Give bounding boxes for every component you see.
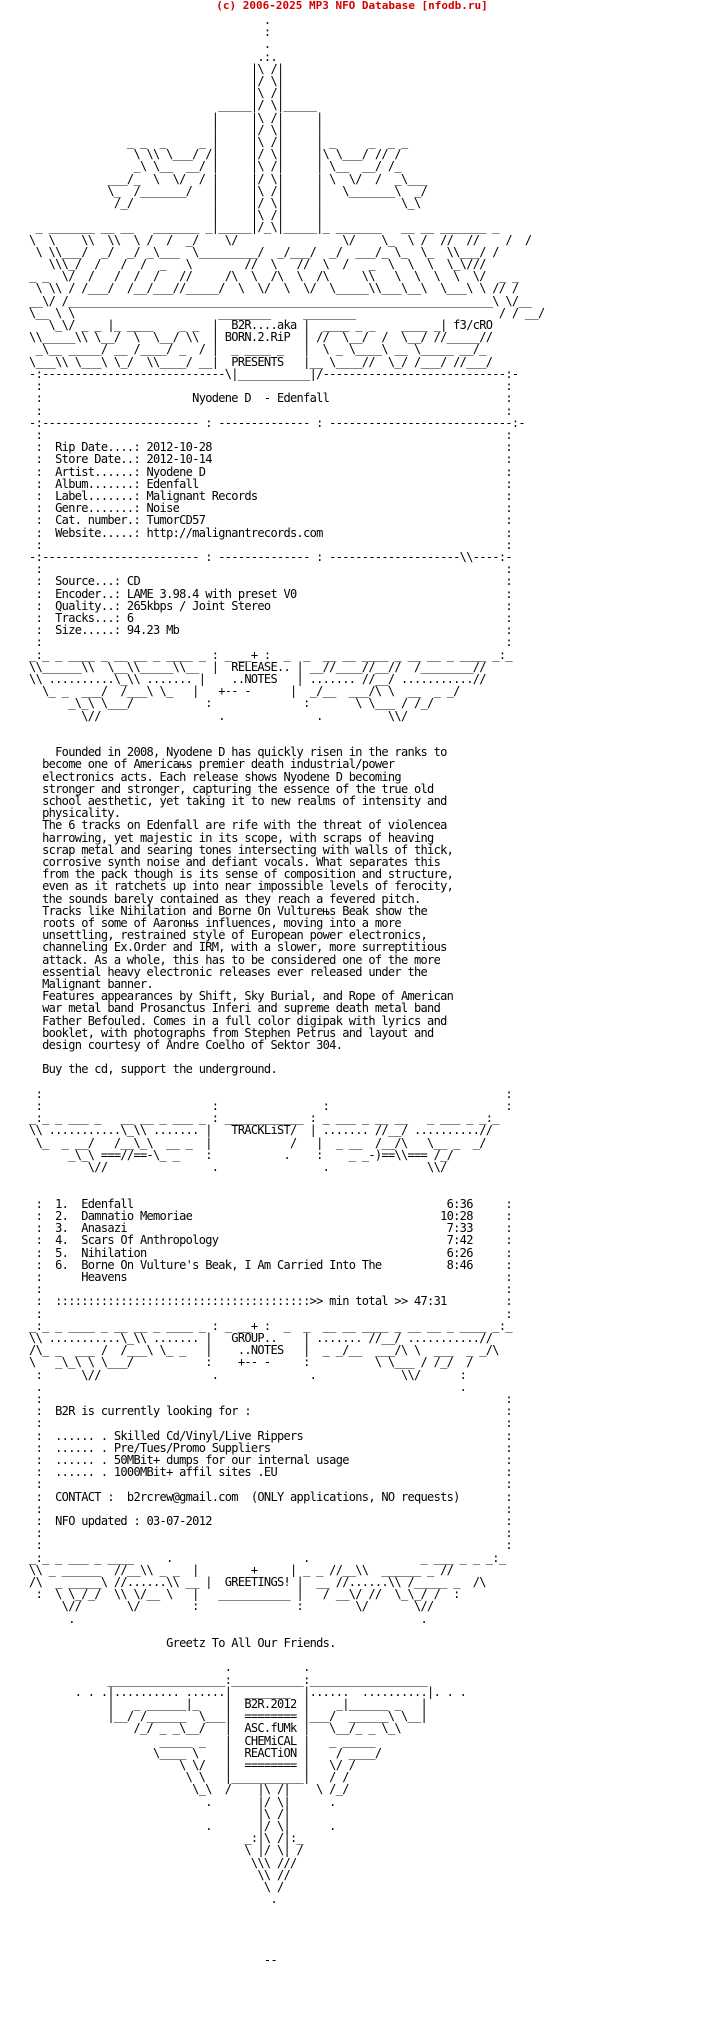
- nfo-ascii-text: . : . .:. |\ /| |/ \| |\ /| _____|/ \|_____ | |\ /| | | |/ \| | _ _ _ _ | |\ /| | _ _ _ _ \ \\ \___/ /| |/ \| |\ \___/ // / _\ \__ __/ | |\ /| | \__ __/ /_ ___/_ \ \/ / | |/ \| | \ \/ / _\___ \_ /_______/ | |\ /| | \_______\ _/ /_/ | |/ \| | \_\ | |\ /| | _ _______ __ __ _______ _|_____|/_\|_____|_ _______ __ __ _______ _ \ \ \\ \\ \ / / _/ \/ \/ \_ \ / // // / / \ \\___/ _/ _/ _\___ \_________/ _/___/ _/ ___/_ \_ \_ \\___/ / \\\_/ / / / _ \ // \ // \ / _ \ \ \ \_\/// _ _ \/ / / / / // /\ \ /\ \ /\ \\ \ \ \ \ \/ _ _ \ \\ / /___/ /__/___//_____/ \ \/ \ \/ \_____\\___\__\ \___\ \ // / __\/ /_________________________________________________________________\ \/__ \__ \ \ ________ ________ / / __/ \_\/ _ _ |_ ____ _ _ | B2R....aka | ____ _ _ ____ _| f3/cRO \\_____\\ \__/ \ \__/ \\ | BORN.2.RiP | // \__/ / \__/ //_____// _\__ _____/ __ /____/ _ / | _ ____ _ | \ _ \____\ __ \_____ __/_ \___\\ \___\ \_/ \\____/ __| PRESENTS |__ \____// \_/ /___/ //___/ -:----------------------------\|___________|/----------------------------:- : : : Nyodene D - Edenfall : : : -:------------------------ : -------------- : ----------------------------:- : : : Rip Date....: 2012-10-28 : : Store Date..: 2012-10-14 : : Artist......: Nyodene D : : Album.......: Edenfall : : Label.......: Malignant Records : : Genre.......: Noise : : Cat. number.: TumorCD57 : : Website.....: http://malignantrecords.com : : : -:------------------------ : -------------- : --------------------\\----:- : : : Source...: CD : : Encoder..: LAME 3.98.4 with preset V0 : : Quality..: 265kbps / Joint Stereo : : Tracks...: 6 : : Size.....: 94.23 Mb : : : _:_ _ ____ _ __ __ _ ____ _ : _ __+ : _ _ __ __ ____ _ __ __ _ ____ _:_ \\______\\ \__\\_____\\__ | RELEASE.. | __//____//__// /________// \\ ..........\_\\ ....... | ..NOTES | ....... //__/ ...........// \_ _ ___/ /___\ \_ | +-- - | _/__ ___/\ \ __ _ _/ _\_\ \___/ : : \ \___ / /_/ \// . . \\/ Founded in 2008, Nyodene D has quickly risen in the ranks to become one of Americaњs premier death industrial/power electronics acts. Each release shows Nyodene D becoming stronger and stronger, capturing the essence of the true old school aesthetic, yet taking it to new realms of intensity and physicality. The 6 tracks on Edenfall are rife with the threat of violenceа harrowing, yet majestic in its scope, with scraps of heaving scrap metal and searing tones intersecting with walls of thick, corrosive synth noise and defiant vocals. What separates this from the pack though is its sense of composition and structure, even as it ratchets up into near impossible levels of ferocity, the sounds barely contained as they reach a fevered pitch. Tracks like Nihilation and Borne On Vultureњs Beak show the roots of some of Aaronњs influences, moving into a more unsettling, restrained style of European power electronics, channeling Ex.Order and IRM, with a slower, more surreptitious attack. As a whole, this has to be considered one of the more essential heavy electronic releases ever released under the Malignant banner. Features appearances by Shift, Sky Burial, and Rope of American war metal band Prosanctus Inferi and supreme death metal band Father Befouled. Comes in a full color digipak with lyrics and booklet, with photographs from Stephen Petrus and layout and design courtesy of Andre Coelho of Sektor 304. Buy the cd, support the underground. : : : : : : _:_ _ ___ _ __ __ _ ___ _ : ____________ : _ ___ _ __ __ _ ___ _ _:_ \\ ...........\_\\ ....... | TRACKLiST/ | ....... //__/ ..........// \_ _ __/ /__\_\ __ _ | / | _ __ /__/\ \__ _ _/ _\_\ ===//==-\_ _ : . : _ _-)==\\=== /_/ \// . . \\/ : 1. Edenfall 6:36 : : 2. Damnatio Memoriae 10:28 : : 3. Anasazi 7:33 : : 4. Scars Of Anthropology 7:42 : : 5. Nihilation 6:26 : : 6. Borne On Vulture's Beak, I Am Carried Into The 8:46 : : Heavens : : : : :::::::::::::::::::::::::::::::::::::::>> min total >> 47:31 : : : _:_ _ ____ _ __ __ _ ____ _ : _ __+ : _ _ __ __ ____ _ __ __ _ ____ _:_ \\ ...........\_\\ ....... | GROUP.. | ....... //__/ ...........// /\_ _ ___ / /___\ \_ _ | ..NOTES | _ _/__ ___/\ \ ___ _ _/\ \ _\_\ \ \___/ : +-- - : \ \___ / /_/ / : \// . . \\/ : . . : : : B2R is currently looking for : : : : : ...... . Skilled Cd/Vinyl/Live Rippers : : ...... . Pre/Tues/Promo Suppliers : : ...... . 50MBit+ dumps for our internal usage : : ...... . 1000MBit+ affil sites .EU : : : : CONTACT : b2rcrew@gmail.com (ONLY applications, NO requests) : : : : NFO updated : 03-07-2012 : : : : : _:_ _ ___ _ ____ . . _ ___ _ _ _:_ \\ _ ______ //__\\ _ _ | + | _ _ //__\\ ______ _ // /\ _ _____\ //......\\ __ | GREETINGS! | __ //......\\ /_____ _ /\ : \ \_/_/ \\ \/__ \ | ___________ | / __\/ // \_\_/ / : \// \/ : : \/ \// . . Greetz To All Our Friends. . . __________________:___________:__________________ . . .|.......... ......| _______ |...... ..........|. . . | _ ______|_ | B2R.2012 | _|______ _ | |__/ /______ \___| ======== |___/ ______\ \__| /_/ _ _\__/ | ASC.fUMk | \__/_ _ \_\ _____ _ | CHEMiCAL | _ _____ \____ \ | REACTiON | / ____/ \ \/ | ======== | \/ / \ \ |___________| / / \_\ / |\ /| \ /_/ . |/ \| . |\ /| . |/ \| . _:|\ /|:_ \ |/ \| / \\\ /// \\ // \ / . --: [29, 14, 545, 1968]
- nfo-content-area: [0, 14, 704, 2034]
- copyright-header: (c) 2006-2025 MP3 NFO Database [nfodb.ru]: [216, 0, 488, 12]
